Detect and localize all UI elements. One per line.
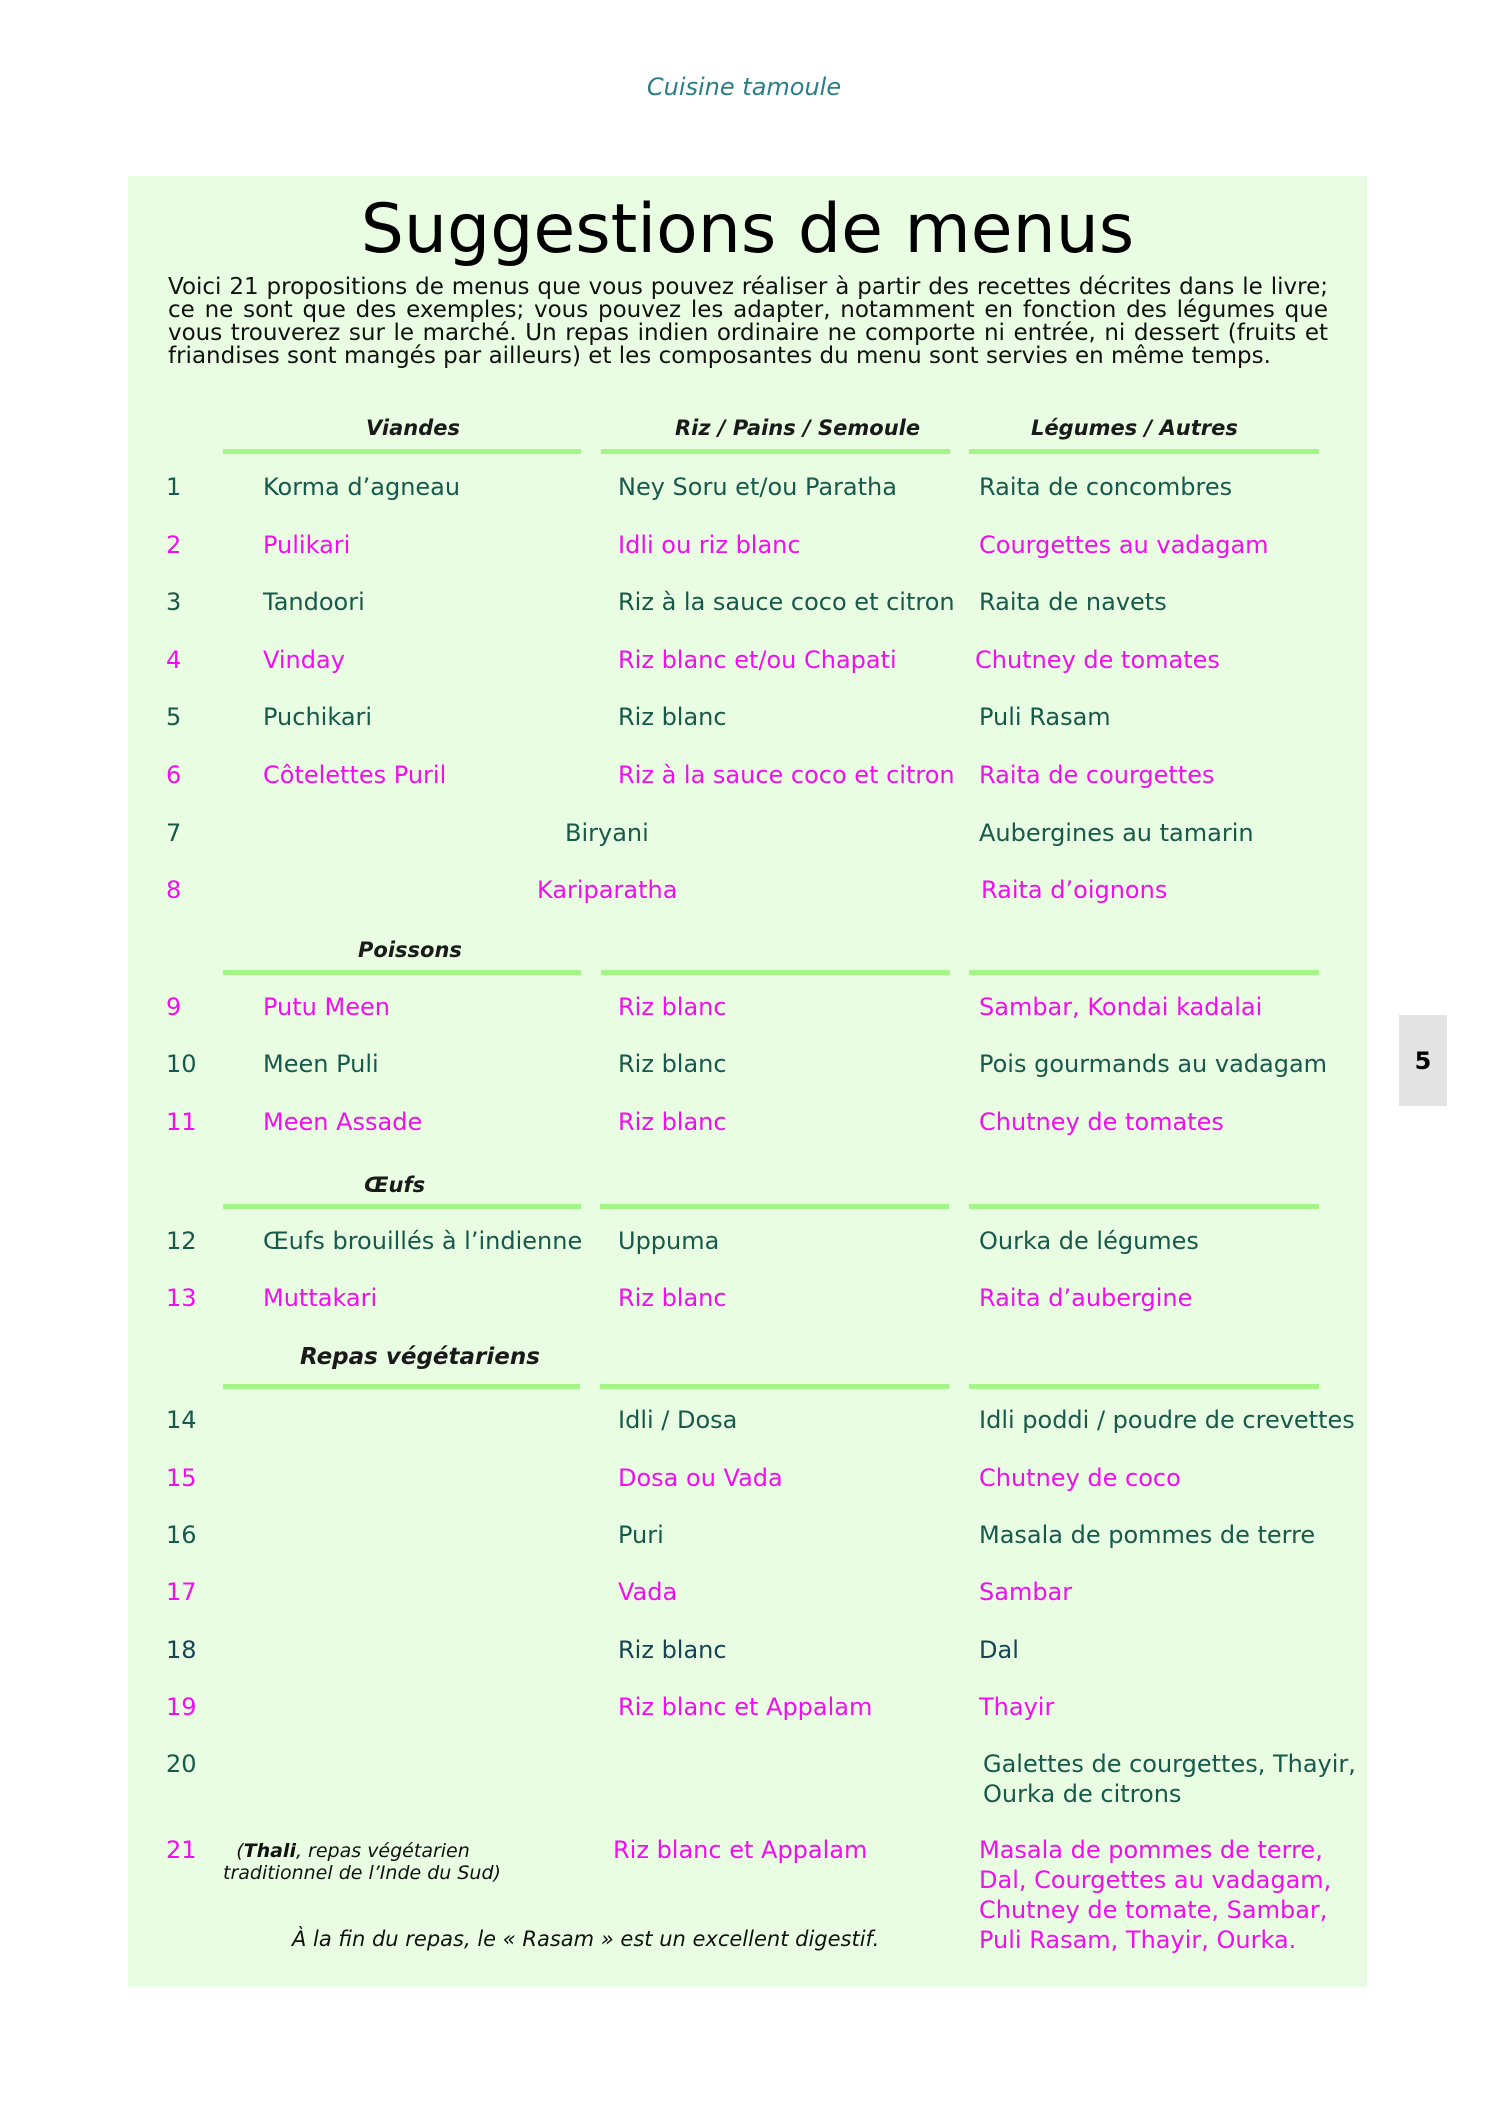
menu-veg: Sambar (979, 1578, 1073, 1606)
section-rule (600, 1384, 949, 1389)
menu-main: Vinday (263, 646, 345, 674)
menu-number: 14 (166, 1406, 197, 1434)
column-header-meat: Viandes (366, 416, 460, 440)
menu-starch: Dosa ou Vada (618, 1464, 783, 1492)
menu-main: Pulikari (263, 531, 351, 559)
thali-note (223, 1840, 501, 1884)
section-rule (601, 970, 950, 975)
menu-starch: Idli / Dosa (618, 1406, 738, 1434)
menu-veg-line: Chutney de tomate, Sambar, (979, 1896, 1328, 1924)
menu-starch: Riz à la sauce coco et citron (618, 588, 955, 616)
section-header-eggs: Œufs (364, 1173, 426, 1197)
menu-number: 16 (166, 1521, 197, 1549)
menu-veg: Chutney de coco (979, 1464, 1181, 1492)
menu-number: 4 (166, 646, 182, 674)
thali-note-open: ( (236, 1840, 244, 1862)
menu-number: 5 (166, 703, 182, 731)
section-rule (223, 970, 581, 975)
column-header-starch: Riz / Pains / Semoule (675, 416, 921, 440)
menu-veg: Ourka de légumes (979, 1227, 1199, 1255)
menu-main: Korma d’agneau (263, 473, 461, 501)
menu-veg: Thayir (979, 1693, 1055, 1721)
menu-veg: Raita de navets (979, 588, 1167, 616)
menu-number: 17 (166, 1578, 197, 1606)
menu-veg: Chutney de tomates (975, 646, 1220, 674)
menu-main: Tandoori (263, 588, 365, 616)
menu-number: 15 (166, 1464, 197, 1492)
menu-starch: Riz blanc et Appalam (618, 1693, 873, 1721)
thali-note-rest: , repas végétarien (295, 1840, 470, 1862)
menu-veg: Raita d’aubergine (979, 1284, 1193, 1312)
menu-veg: Dal (979, 1636, 1019, 1664)
menu-veg: Masala de pommes de terre (979, 1521, 1316, 1549)
menu-main: Puchikari (263, 703, 373, 731)
menu-veg-line: Galettes de courgettes, Thayir, (983, 1750, 1356, 1778)
menu-number: 1 (166, 473, 182, 501)
menu-veg-line: Masala de pommes de terre, (979, 1836, 1323, 1864)
page-title: Suggestions de menus (360, 190, 1135, 269)
running-header: Cuisine tamoule (646, 73, 842, 101)
menu-veg-line: Ourka de citrons (983, 1780, 1182, 1808)
menu-starch: Riz à la sauce coco et citron (618, 761, 955, 789)
menu-number: 20 (166, 1750, 197, 1778)
section-header-fish: Poissons (358, 938, 462, 962)
menu-number: 10 (166, 1050, 197, 1078)
menu-main: Côtelettes Puril (263, 761, 447, 789)
menu-veg: Raita d’oignons (981, 876, 1168, 904)
column-rule (223, 449, 581, 454)
menu-number: 19 (166, 1693, 197, 1721)
column-rule (601, 449, 950, 454)
menu-starch: Riz blanc (618, 703, 727, 731)
menu-number: 8 (166, 876, 182, 904)
menu-veg: Aubergines au tamarin (979, 819, 1254, 847)
menu-number: 6 (166, 761, 182, 789)
intro-paragraph: Voici 21 propositions de menus que vous pouvez réaliser à partir des recettes décrites dans le livre; ce ne sont que des exemples; vous pouvez les adapter, notamment en fonction des légumes que vous trouverez sur le marché. Un repas indien ordinaire ne comporte ni entrée, ni dessert (fruits et friandises sont mangés par ailleurs) et les composantes du menu sont servies en même temps. (168, 274, 1328, 369)
menu-starch: Riz blanc et Appalam (613, 1836, 868, 1864)
section-rule (223, 1204, 581, 1209)
menu-starch: Idli ou riz blanc (618, 531, 801, 559)
menu-veg: Chutney de tomates (979, 1108, 1224, 1136)
menu-veg: Sambar, Kondai kadalai (979, 993, 1263, 1021)
menu-starch: Riz blanc (618, 1636, 727, 1664)
menu-number: 12 (166, 1227, 197, 1255)
menu-veg: Puli Rasam (979, 703, 1111, 731)
menu-veg: Idli poddi / poudre de crevettes (979, 1406, 1355, 1434)
menu-main: Meen Assade (263, 1108, 423, 1136)
menu-starch: Ney Soru et/ou Paratha (618, 473, 897, 501)
menu-veg-line: Puli Rasam, Thayir, Ourka. (979, 1926, 1297, 1954)
thali-note-bold: Thali (243, 1840, 296, 1862)
page-number-tab (1399, 1015, 1447, 1106)
footer-note: À la fin du repas, le « Rasam » est un excellent digestif. (292, 1927, 880, 1951)
section-rule (223, 1384, 580, 1389)
menu-combined: Kariparatha (537, 876, 678, 904)
menu-veg-line: Dal, Courgettes au vadagam, (979, 1866, 1332, 1894)
menu-number: 13 (166, 1284, 197, 1312)
menu-number: 3 (166, 588, 182, 616)
section-rule (969, 1384, 1319, 1389)
menu-number: 21 (166, 1836, 197, 1864)
menu-number: 7 (166, 819, 182, 847)
menu-panel (128, 176, 1367, 1987)
menu-starch: Riz blanc (618, 1284, 727, 1312)
menu-combined: Biryani (565, 819, 649, 847)
menu-number: 2 (166, 531, 182, 559)
menu-veg: Pois gourmands au vadagam (979, 1050, 1328, 1078)
menu-starch: Riz blanc et/ou Chapati (618, 646, 897, 674)
menu-starch: Riz blanc (618, 993, 727, 1021)
menu-veg: Courgettes au vadagam (979, 531, 1269, 559)
menu-main: Muttakari (263, 1284, 378, 1312)
column-header-veg: Légumes / Autres (1031, 416, 1238, 440)
menu-main: Œufs brouillés à l’indienne (263, 1227, 583, 1255)
menu-starch: Uppuma (618, 1227, 720, 1255)
menu-veg: Raita de courgettes (979, 761, 1215, 789)
menu-number: 11 (166, 1108, 197, 1136)
section-rule (969, 1204, 1319, 1209)
section-rule (969, 970, 1319, 975)
column-rule (969, 449, 1319, 454)
menu-starch: Riz blanc (618, 1050, 727, 1078)
section-header-vegetarian: Repas végétariens (300, 1344, 540, 1370)
section-rule (600, 1204, 949, 1209)
menu-main: Meen Puli (263, 1050, 379, 1078)
menu-starch: Puri (618, 1521, 664, 1549)
menu-starch: Riz blanc (618, 1108, 727, 1136)
page-number: 5 (1414, 1046, 1432, 1075)
menu-veg: Raita de concombres (979, 473, 1233, 501)
thali-note-line2: traditionnel de l’Inde du Sud) (223, 1862, 501, 1884)
menu-number: 9 (166, 993, 182, 1021)
menu-main: Putu Meen (263, 993, 390, 1021)
menu-number: 18 (166, 1636, 197, 1664)
menu-starch: Vada (618, 1578, 678, 1606)
